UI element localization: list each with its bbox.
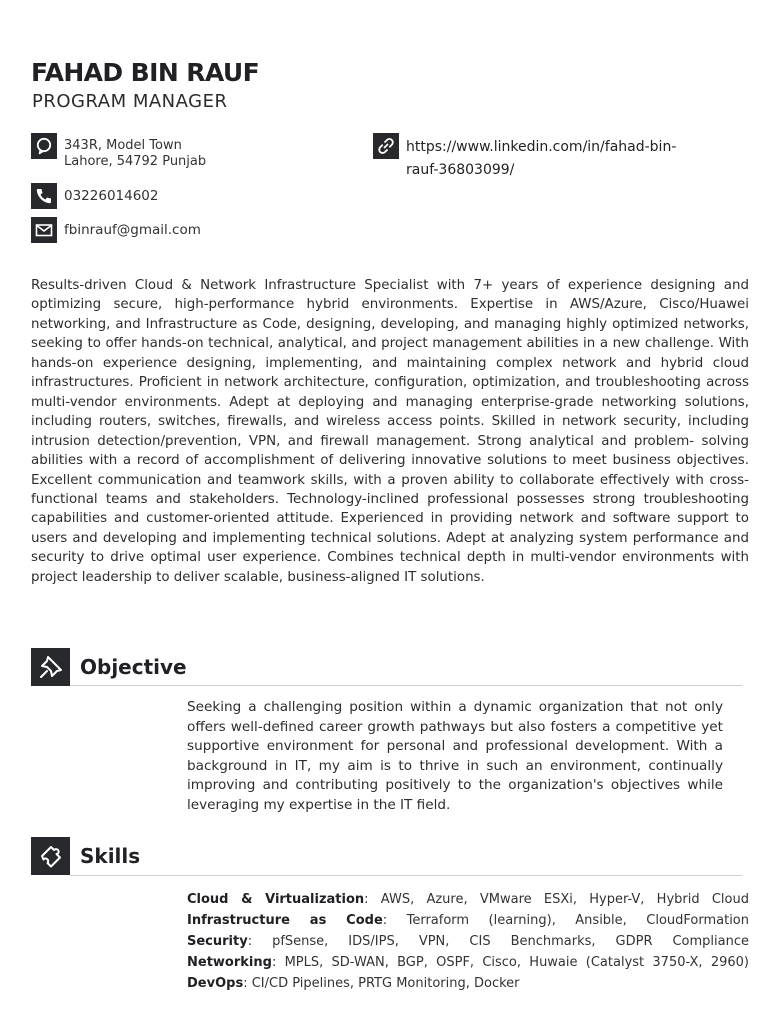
skills-heading: Skills — [80, 844, 141, 868]
email-address[interactable]: fbinrauf@gmail.com — [64, 222, 201, 238]
objective-text: Seeking a challenging position within a dynamic organization that not only offers well-defined career growth pathways but also fosters a competitive yet supportive environment for personal and professional development. With a background in IT, my aim is to thrive in such an environment, continually improving and contributing positively to the organization's objectives while leveraging my expertise in the IT field. — [187, 699, 723, 813]
address-line-2: Lahore, 54792 Punjab — [64, 154, 207, 169]
skill-item — [187, 889, 749, 910]
skill-item — [187, 931, 749, 952]
address — [64, 138, 206, 170]
skill-label: Security — [187, 934, 248, 949]
email-icon — [31, 217, 57, 243]
skill-value: : MPLS, SD-WAN, BGP, OSPF, Cisco, Huwaie (Catalyst 3750-X, 2960) — [271, 955, 749, 970]
skill-label: Cloud & Virtualization — [187, 892, 365, 907]
phone-icon — [31, 183, 57, 209]
link-icon — [373, 133, 399, 159]
job-title: PROGRAM MANAGER — [32, 91, 228, 112]
skills-list — [187, 889, 749, 994]
phone-number[interactable]: 03226014602 — [64, 188, 159, 204]
objective-divider — [70, 685, 742, 686]
linkedin-url[interactable]: https://www.linkedin.com/in/fahad-bin-rauf-36803099/ — [406, 139, 677, 178]
skill-item — [187, 910, 749, 931]
location-icon — [31, 133, 57, 159]
pushpin-icon — [31, 648, 70, 686]
puzzle-icon — [31, 837, 70, 875]
professional-summary: Results-driven Cloud & Network Infrastructure Specialist with 7+ years of experience designing and optimizing secure, high-performance hybrid environments. Expertise in AWS/Azure, Cisco/Huawei networking, and Infrastructure as Code, designing, developing, and managing highly optimized networks, seeking to offer hands-on technical, analytical, and project management abilities in a new challenge. With hands-on experience designing, implementing, and maintaining complex network and hybrid cloud infrastructures. Proficient in network architecture, configuration, optimization, and troubleshooting across multi-vendor environments. Adept at deploying and managing enterprise-grade networking solutions, including routers, switches, firewalls, and wireless access points. Skilled in network security, including intrusion detection/prevention, VPN, and firewall management. Strong analytical and problem- solving abilities with a record of accomplishment of delivering innovative solutions to meet business objectives. Excellent communication and teamwork skills, with a proven ability to collaborate effectively with cross-functional teams and stakeholders. Technology-inclined professional possesses strong troubleshooting capabilities and customer-oriented attitude. Experienced in providing network and software support to users and developing and implementing technical solutions. Adept at analyzing system performance and security to drive optimal user experience. Combines technical depth in multi-vendor environments with project leadership to deliver scalable, business-aligned IT solutions. — [31, 278, 749, 585]
skill-label: Networking — [187, 955, 272, 970]
skill-value: : CI/CD Pipelines, PRTG Monitoring, Docker — [243, 976, 520, 991]
skills-divider — [70, 875, 742, 876]
skill-label: Infrastructure as Code — [187, 913, 383, 928]
skill-label: DevOps — [187, 976, 244, 991]
skill-item — [187, 973, 749, 994]
skill-value: : AWS, Azure, VMware ESXi, Hyper-V, Hybrid Cloud — [364, 892, 749, 907]
skill-item — [187, 952, 749, 973]
skill-value: : Terraform (learning), Ansible, CloudFormation — [382, 913, 749, 928]
address-line-1: 343R, Model Town — [64, 138, 182, 153]
objective-heading: Objective — [80, 655, 187, 679]
candidate-name: FAHAD BIN RAUF — [31, 58, 260, 87]
skill-value: : pfSense, IDS/IPS, VPN, CIS Benchmarks, GDPR Compliance — [247, 934, 749, 949]
